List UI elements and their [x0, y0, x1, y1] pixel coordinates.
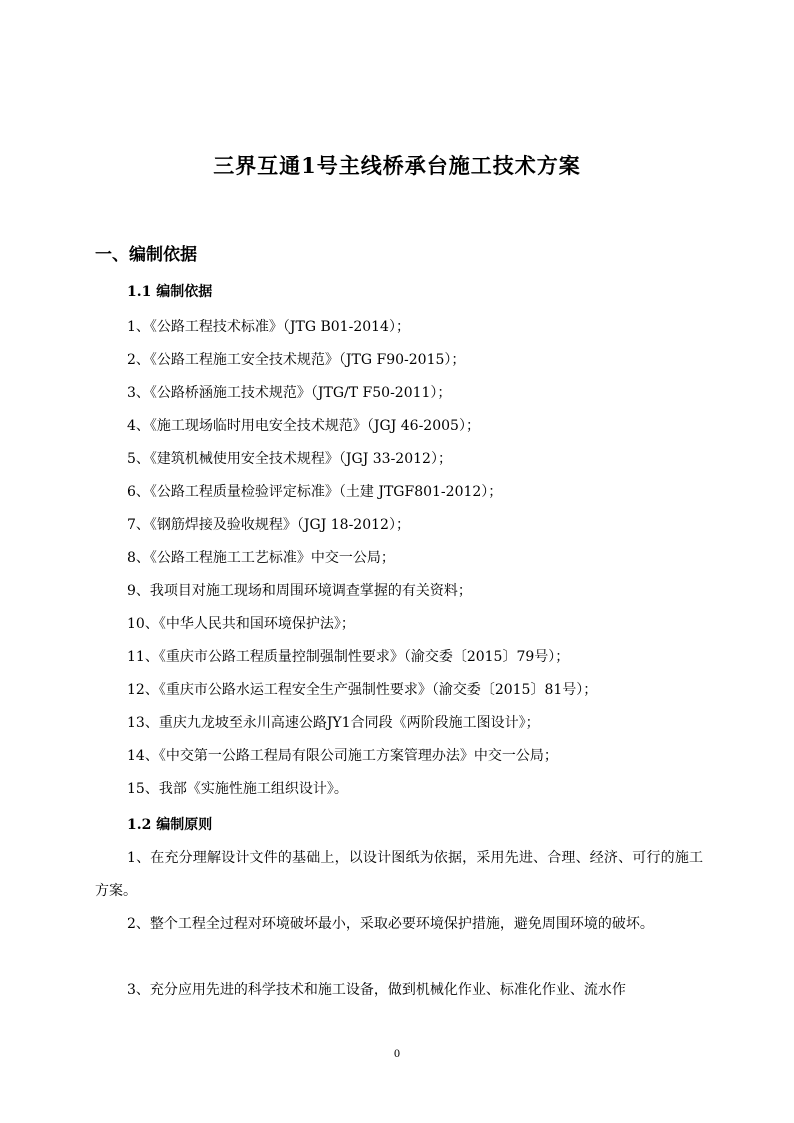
list-item: 10、《中华人民共和国环境保护法》； [127, 616, 355, 632]
list-item: 12、《重庆市公路水运工程安全生产强制性要求》（渝交委〔2015〕81号）； [127, 682, 598, 698]
paragraph: 1、在充分理解设计文件的基础上，以设计图纸为依据，采用先进、合理、经济、可行的施工方案。 [95, 850, 703, 899]
section-heading: 一、编制依据 [95, 245, 197, 265]
list-item: 13、重庆九龙坡至永川高速公路JY1合同段《两阶段施工图设计》； [127, 715, 540, 731]
subsection-heading: 1.2 编制原则 [127, 817, 213, 833]
list-item: 15、我部《实施性施工组织设计》。 [127, 781, 348, 797]
list-item: 3、《公路桥涵施工技术规范》（JTG/T F50-2011）； [127, 385, 452, 401]
list-item: 14、《中交第一公路工程局有限公司施工方案管理办法》中交一公局； [127, 748, 558, 764]
list-item: 1、《公路工程技术标准》（JTG B01-2014）； [127, 319, 410, 335]
page-number: 0 [394, 1046, 400, 1060]
list-item: 8、《公路工程施工工艺标准》中交一公局； [127, 550, 395, 566]
list-item: 11、《重庆市公路工程质量控制强制性要求》（渝交委〔2015〕79号）； [127, 649, 570, 665]
list-item: 2、《公路工程施工安全技术规范》（JTG F90-2015）； [127, 352, 466, 368]
list-item: 5、《建筑机械使用安全技术规程》（JGJ 33-2012）； [127, 451, 452, 467]
paragraph: 3、充分应用先进的科学技术和施工设备，做到机械化作业、标准化作业、流水作 [127, 982, 626, 998]
list-item: 7、《钢筋焊接及验收规程》（JGJ 18-2012）； [127, 517, 410, 533]
list-item: 6、《公路工程质量检验评定标准》（土建 JTGF801-2012）； [127, 484, 503, 500]
list-item: 4、《施工现场临时用电安全技术规范》（JGJ 46-2005）； [127, 418, 480, 434]
subsection-heading: 1.1 编制依据 [127, 284, 213, 300]
document-title: 三界互通1号主线桥承台施工技术方案 [213, 153, 581, 178]
paragraph: 2、整个工程全过程对环境破坏最小，采取必要环境保护措施，避免周围环境的破坏。 [127, 916, 654, 932]
list-item: 9、我项目对施工现场和周围环境调查掌握的有关资料； [127, 583, 472, 599]
